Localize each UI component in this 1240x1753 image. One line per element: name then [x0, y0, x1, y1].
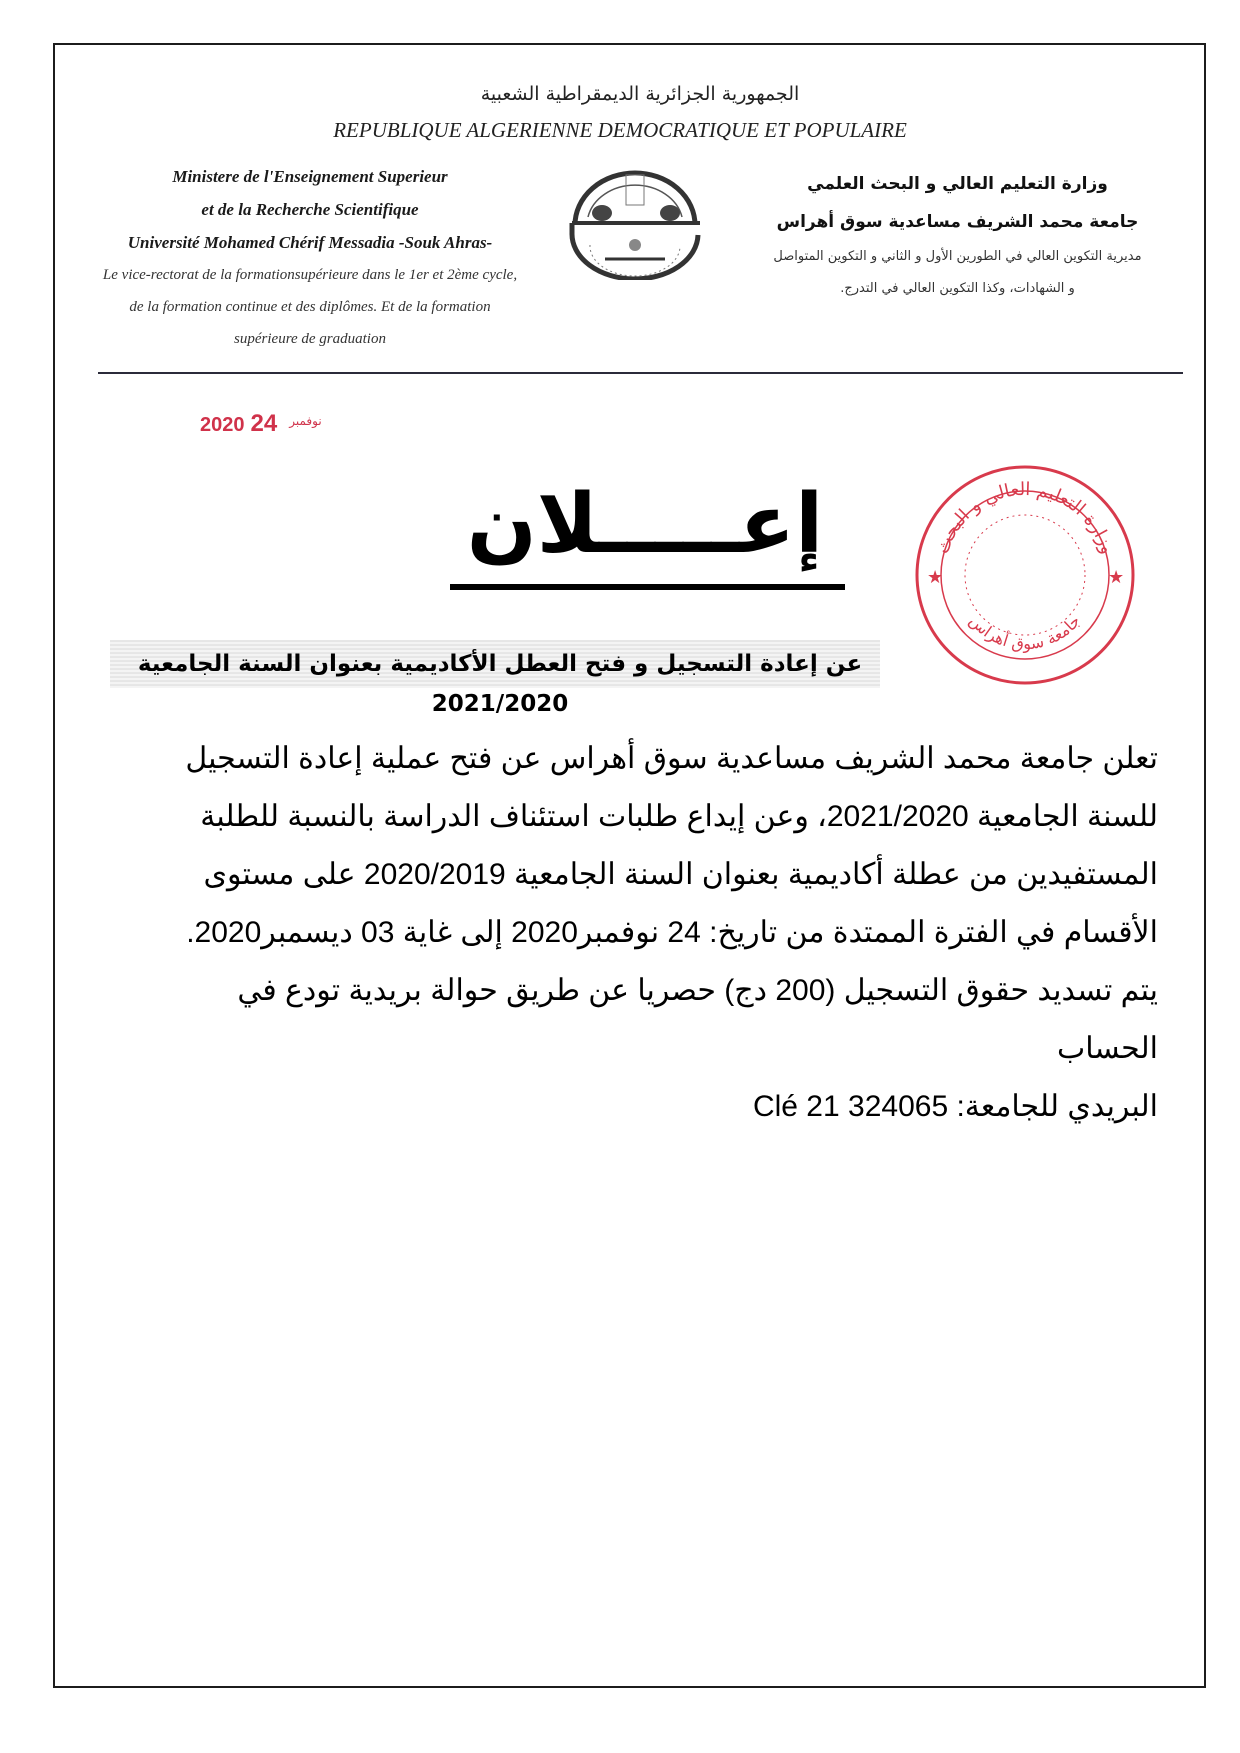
date-stamp-year: 2020	[200, 414, 245, 436]
vice-rectorate-line-1: Le vice-rectorat de la formationsupérieure dans le 1er et 2ème cycle,	[102, 267, 518, 283]
university-logo-icon	[560, 155, 710, 280]
date-stamp	[200, 410, 334, 438]
body-line-5: يتم تسديد حقوق التسجيل (200 دج) حصريا عن طريق حوالة بريدية تودع في الحساب	[237, 974, 1158, 1065]
header-left-french	[70, 160, 550, 355]
republic-name-french: REPUBLIQUE ALGERIENNE DEMOCRATIQUE ET POPULAIRE	[333, 118, 907, 142]
ministry-line-2: et de la Recherche Scientifique	[201, 200, 419, 219]
ministry-line-1: Ministere de l'Enseignement Superieur	[172, 167, 448, 186]
announcement-subtitle: عن إعادة التسجيل و فتح العطل الأكاديمية بعنوان السنة الجامعية 2021/2020	[137, 651, 863, 717]
republic-name-arabic: الجمهورية الجزائرية الديمقراطية الشعبية	[480, 83, 800, 105]
vice-rectorate-line-2: de la formation continue et des diplômes. Et de la formation	[129, 299, 491, 315]
header-divider	[98, 372, 1183, 374]
official-seal-icon	[905, 455, 1145, 695]
directorate-line-2: و الشهادات، وكذا التكوين العالي في التدرج.	[840, 281, 1075, 296]
body-line-3: المستفيدين من عطلة أكاديمية بعنوان السنة الجامعية 2020/2019 على مستوى	[203, 858, 1158, 891]
announcement-title: إعـــــلان	[466, 477, 824, 572]
directorate-line-1: مديرية التكوين العالي في الطورين الأول و الثاني و التكوين المتواصل	[773, 249, 1142, 264]
title-underline	[450, 584, 845, 590]
vice-rectorate-line-3: supérieure de graduation	[234, 331, 386, 347]
header-right-arabic	[730, 165, 1185, 305]
university-name-french: Université Mohamed Chérif Messadia -Souk Ahras-	[127, 233, 493, 252]
date-stamp-month: نوفمبر	[289, 414, 322, 428]
seal-star-left-icon: ★	[927, 567, 944, 588]
seal-text-top: وزارة التعليم العالي و البحث	[932, 478, 1118, 557]
seal-text-bottom: جامعة سوق أهراس	[965, 610, 1085, 654]
body-line-2: للسنة الجامعية 2021/2020، وعن إيداع طلبات استئناف الدراسة بالنسبة للطلبة	[200, 800, 1158, 833]
body-line-6: البريدي للجامعة: 324065 Clé 21	[752, 1090, 1158, 1123]
date-stamp-day: 24	[250, 410, 278, 437]
seal-star-right-icon: ★	[1108, 567, 1125, 588]
ministry-name-arabic: وزارة التعليم العالي و البحث العلمي	[807, 174, 1108, 194]
body-line-4: الأقسام في الفترة الممتدة من تاريخ: 24 نوفمبر2020 إلى غاية 03 ديسمبر2020.	[186, 916, 1158, 949]
announcement-body	[130, 730, 1158, 1136]
body-line-1: تعلن جامعة محمد الشريف مساعدية سوق أهراس عن فتح عملية إعادة التسجيل	[185, 742, 1158, 775]
university-name-arabic: جامعة محمد الشريف مساعدية سوق أهراس	[776, 212, 1139, 232]
